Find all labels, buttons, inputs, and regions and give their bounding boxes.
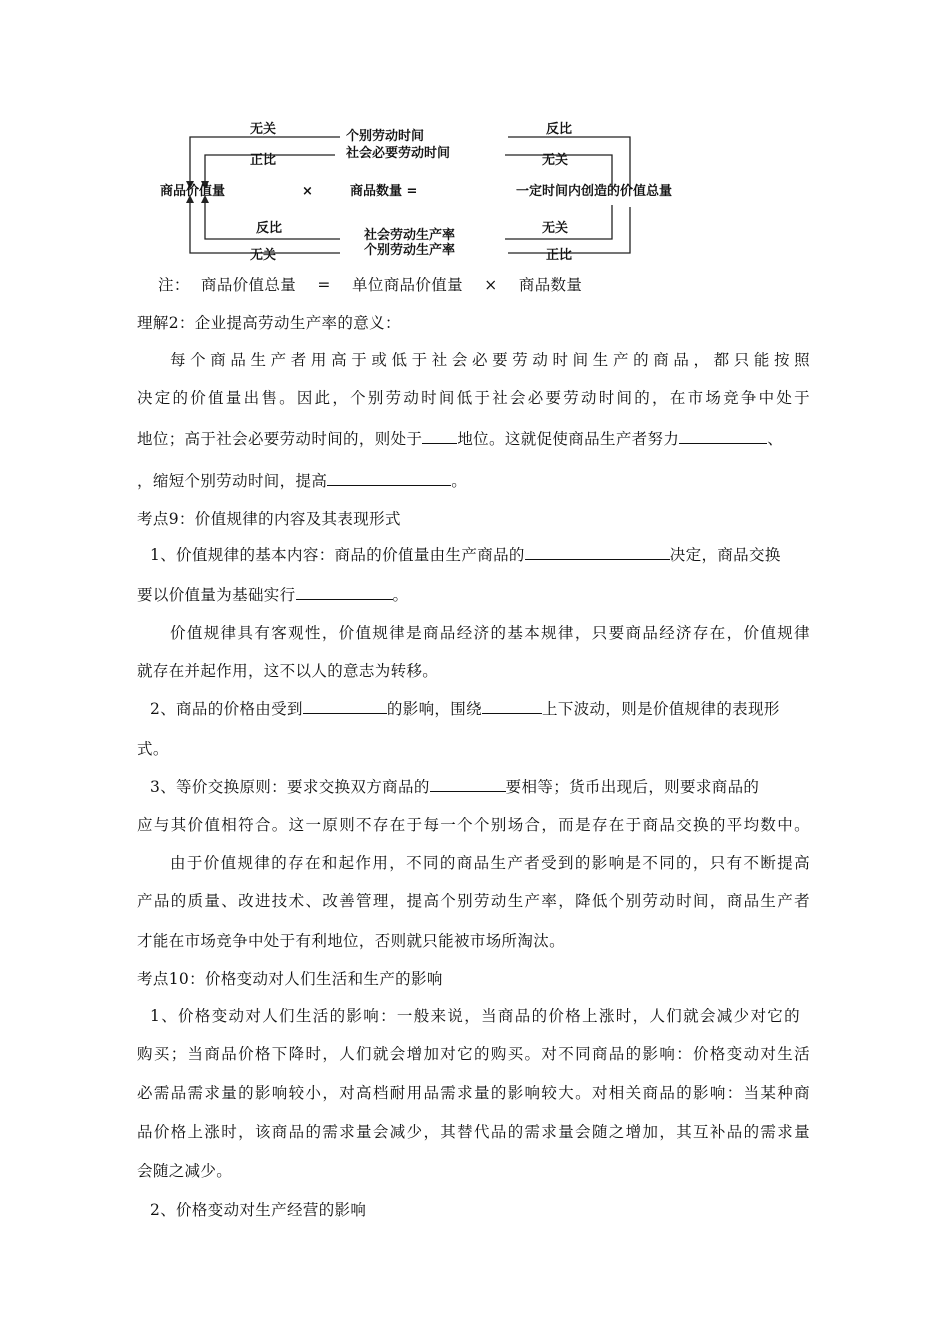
paragraph-line: 购买；当商品价格下降时，人们就会增加对它的购买。对不同商品的影响：价格变动对生活 — [137, 1045, 810, 1063]
times-sign: × — [302, 184, 313, 199]
paragraph-line: 由于价值规律的存在和起作用，不同的商品生产者受到的影响是不同的，只有不断提高 — [170, 854, 810, 872]
note-quantity: 商品数量 — [518, 276, 583, 294]
top-right-inner-relation: 无关 — [542, 153, 569, 168]
paragraph-line: 品价格上涨时，该商品的需求量会减少，其替代品的需求量会随之增加，其互补品的需求量 — [137, 1123, 810, 1141]
text-segment: 要相等；货币出现后，则要求商品的 — [505, 778, 760, 796]
fill-blank — [303, 698, 387, 714]
paragraph-line: 决定的价值量出售。因此，个别劳动时间低于社会必要劳动时间的，在市场竞争中处于 — [137, 389, 810, 407]
text-segment: ，缩短个别劳动时间，提高 — [137, 472, 328, 490]
commodity-quantity: 商品数量 = — [350, 184, 418, 199]
value-relationship-diagram — [150, 115, 780, 270]
paragraph-line-with-blanks — [137, 470, 837, 492]
note-unit-value: 单位商品价值量 — [352, 276, 463, 294]
paragraph-line: 产品的质量、改进技术、改善管理，提高个别劳动生产率，降低个别劳动时间，商品生产者 — [137, 892, 810, 910]
text-segment: 。 — [451, 472, 468, 490]
text-segment: 1、价值规律的基本内容：商品的价值量由生产商品的 — [150, 546, 525, 564]
paragraph-line: 应与其价值相符合。这一原则不存在于每一个个别场合，而是存在于商品交换的平均数中。 — [137, 816, 810, 834]
commodity-value-quantity: 商品价值量 — [160, 184, 226, 199]
total-value-created: 一定时间内创造的价值总量 — [516, 184, 673, 199]
text-segment: 2、商品的价格由受到 — [150, 700, 303, 718]
top-left-inner-relation: 正比 — [250, 153, 277, 168]
fill-blank — [327, 470, 451, 486]
bottom-right-inner-relation: 无关 — [542, 221, 569, 236]
paragraph-line: 会随之减少。 — [137, 1162, 233, 1180]
fill-blank — [430, 776, 506, 792]
top-right-relation: 反比 — [546, 122, 573, 137]
note-times: × — [484, 276, 498, 294]
top-left-relation: 无关 — [250, 122, 277, 137]
diagram-lines — [150, 115, 780, 270]
text-segment: 。 — [392, 586, 409, 604]
fill-blank — [482, 698, 542, 714]
paragraph-line: 2、价格变动对生产经营的影响 — [150, 1201, 367, 1219]
text-segment: 决定，商品交换 — [669, 546, 781, 564]
text-segment: 要以价值量为基础实行 — [137, 586, 296, 604]
text-segment: 上下波动，则是价值规律的表现形 — [541, 700, 780, 718]
paragraph-line: 式。 — [137, 740, 169, 758]
paragraph-line: 每个商品生产者用高于或低于社会必要劳动时间生产的商品，都只能按照 — [170, 351, 810, 369]
paragraph-line: 就存在并起作用，这不以人的意志为转移。 — [137, 662, 439, 680]
fill-blank — [679, 428, 767, 444]
section-heading: 考点10：价格变动对人们生活和生产的影响 — [137, 970, 443, 988]
individual-labor-productivity: 个别劳动生产率 — [364, 243, 456, 258]
fill-blank — [525, 544, 670, 560]
paragraph-line: 价值规律具有客观性，价值规律是商品经济的基本规律，只要商品经济存在，价值规律 — [170, 624, 810, 642]
paragraph-line: 1、价格变动对人们生活的影响：一般来说，当商品的价格上涨时，人们就会减少对它的 — [150, 1007, 800, 1025]
text-segment: 3、等价交换原则：要求交换双方商品的 — [150, 778, 430, 796]
note-prefix: 注： — [158, 276, 190, 294]
paragraph-line-with-blanks — [150, 698, 850, 720]
fill-blank — [296, 584, 393, 600]
bottom-left-relation: 无关 — [250, 248, 277, 263]
section-heading: 理解2：企业提高劳动生产率的意义： — [137, 314, 401, 332]
text-segment: 的影响，围绕 — [386, 700, 482, 718]
individual-labor-time: 个别劳动时间 — [346, 129, 425, 144]
paragraph-line: 必需品需求量的影响较小，对高档耐用品需求量的影响较大。对相关商品的影响：当某种商 — [137, 1084, 810, 1102]
paragraph-line-with-blanks — [137, 428, 837, 450]
fill-blank — [422, 428, 457, 444]
paragraph-line-with-blanks — [137, 584, 837, 606]
social-labor-productivity: 社会劳动生产率 — [364, 228, 456, 243]
note-equals: = — [317, 276, 331, 294]
paragraph-line-with-blanks — [150, 544, 850, 566]
formula-note — [158, 274, 858, 296]
paragraph-line: 才能在市场竞争中处于有利地位，否则就只能被市场所淘汰。 — [137, 932, 565, 950]
text-segment: 、 — [767, 430, 784, 448]
text-segment: 地位；高于社会必要劳动时间的，则处于 — [137, 430, 423, 448]
bottom-right-relation: 正比 — [546, 248, 573, 263]
note-total: 商品价值总量 — [200, 276, 297, 294]
paragraph-line-with-blanks — [150, 776, 850, 798]
section-heading: 考点9：价值规律的内容及其表现形式 — [137, 510, 401, 528]
bottom-left-inner-relation: 反比 — [256, 221, 283, 236]
socially-necessary-labor-time: 社会必要劳动时间 — [346, 146, 451, 161]
text-segment: 地位。这就促使商品生产者努力 — [457, 430, 680, 448]
